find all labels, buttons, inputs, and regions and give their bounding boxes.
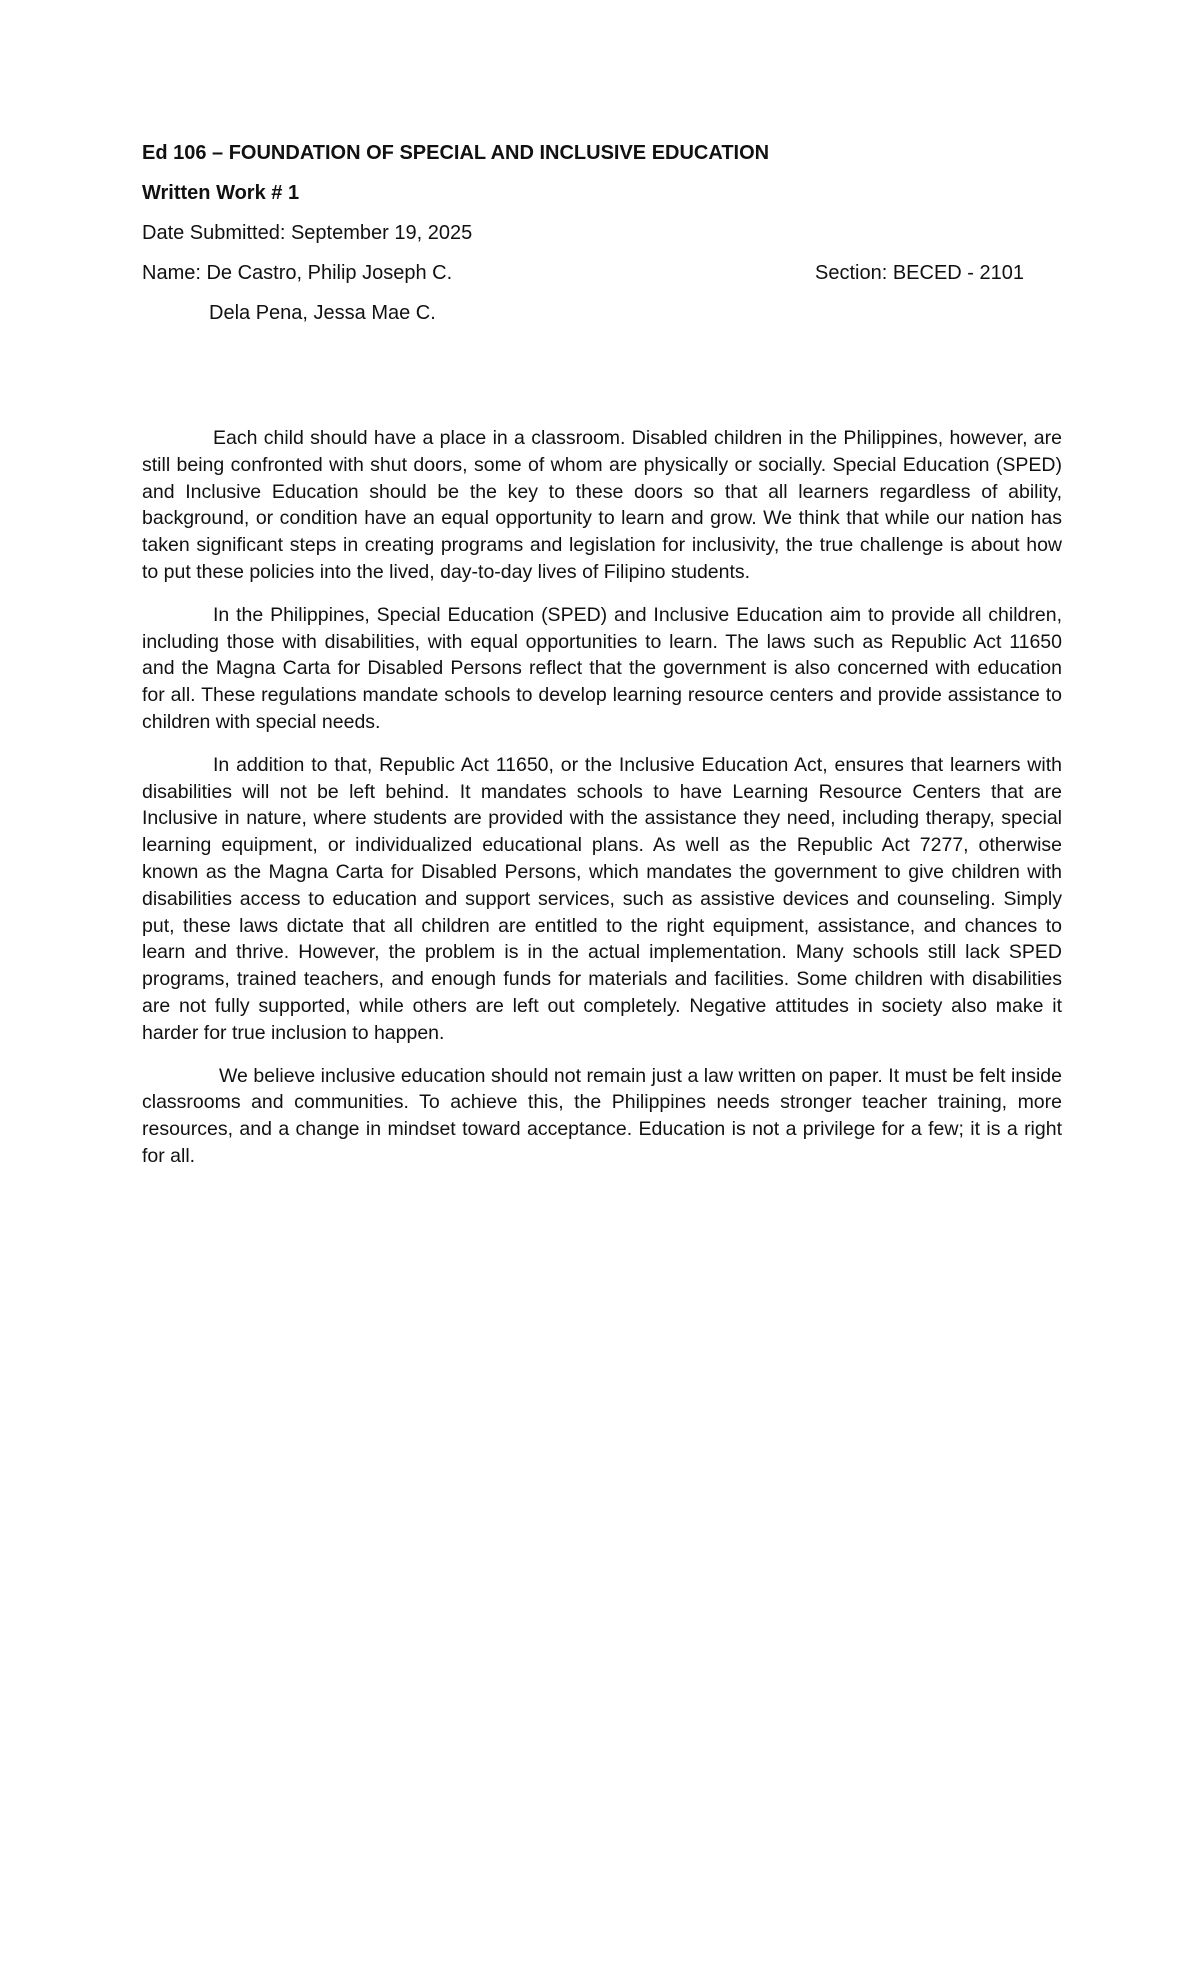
paragraph-1: Each child should have a place in a classroom. Disabled children in the Philippines, however, are still being confronted with shut doors, some of whom are physically or socially. Special Education (SPED) and Inclusive Education should be the key to these doors so that all learners regardless of ability, background, or condition have an equal opportunity to learn and grow. We think that while our nation has taken significant steps in creating programs and legislation for inclusivity, the true challenge is about how to put these policies into the lived, day-to-day lives of Filipino students. (142, 427, 1062, 583)
second-student-name: Dela Pena, Jessa Mae C. (209, 302, 436, 324)
name-section-row (142, 260, 1062, 286)
paragraph-3: In addition to that, Republic Act 11650, or the Inclusive Education Act, ensures that learners with disabilities will not be left behind. It mandates schools to have Learning Resource Centers that are Inclusive in nature, where students are provided with the assistance they need, including therapy, special learning equipment, or individualized educational plans. As well as the Republic Act 7277, otherwise known as the Magna Carta for Disabled Persons, which mandates the government to give children with disabilities access to education and support services, such as assistive devices and counseling. Simply put, these laws dictate that all children are entitled to the right equipment, assistance, and chances to learn and thrive. However, the problem is in the actual implementation. Many schools still lack SPED programs, trained teachers, and enough funds for materials and facilities. Some children with disabilities are not fully supported, while others are left out completely. Negative attitudes in society also make it harder for true inclusion to happen. (142, 753, 1062, 1044)
course-title: Ed 106 – FOUNDATION OF SPECIAL AND INCLUSIVE EDUCATION (142, 142, 770, 164)
paragraph-2: In the Philippines, Special Education (SPED) and Inclusive Education aim to provide all children, including those with disabilities, with equal opportunities to learn. The laws such as Republic Act 11650 and the Magna Carta for Disabled Persons reflect that the government is also concerned with education for all. These regulations mandate schools to develop learning resource centers and provide assistance to children with special needs. (142, 603, 1062, 733)
work-title: Written Work # 1 (142, 182, 300, 204)
date-submitted: Date Submitted: September 19, 2025 (142, 222, 473, 244)
essay-body (142, 425, 1062, 1186)
student-name: Name: De Castro, Philip Joseph C. (142, 262, 453, 284)
section-label: Section: BECED - 2101 (815, 262, 1024, 284)
document-header (142, 140, 1062, 326)
paragraph-4: We believe inclusive education should not remain just a law written on paper. It must be felt inside classrooms and communities. To achieve this, the Philippines needs stronger teacher training, more resources, and a change in mindset toward acceptance. Education is not a privilege for a few; it is a right for all. (142, 1064, 1062, 1167)
